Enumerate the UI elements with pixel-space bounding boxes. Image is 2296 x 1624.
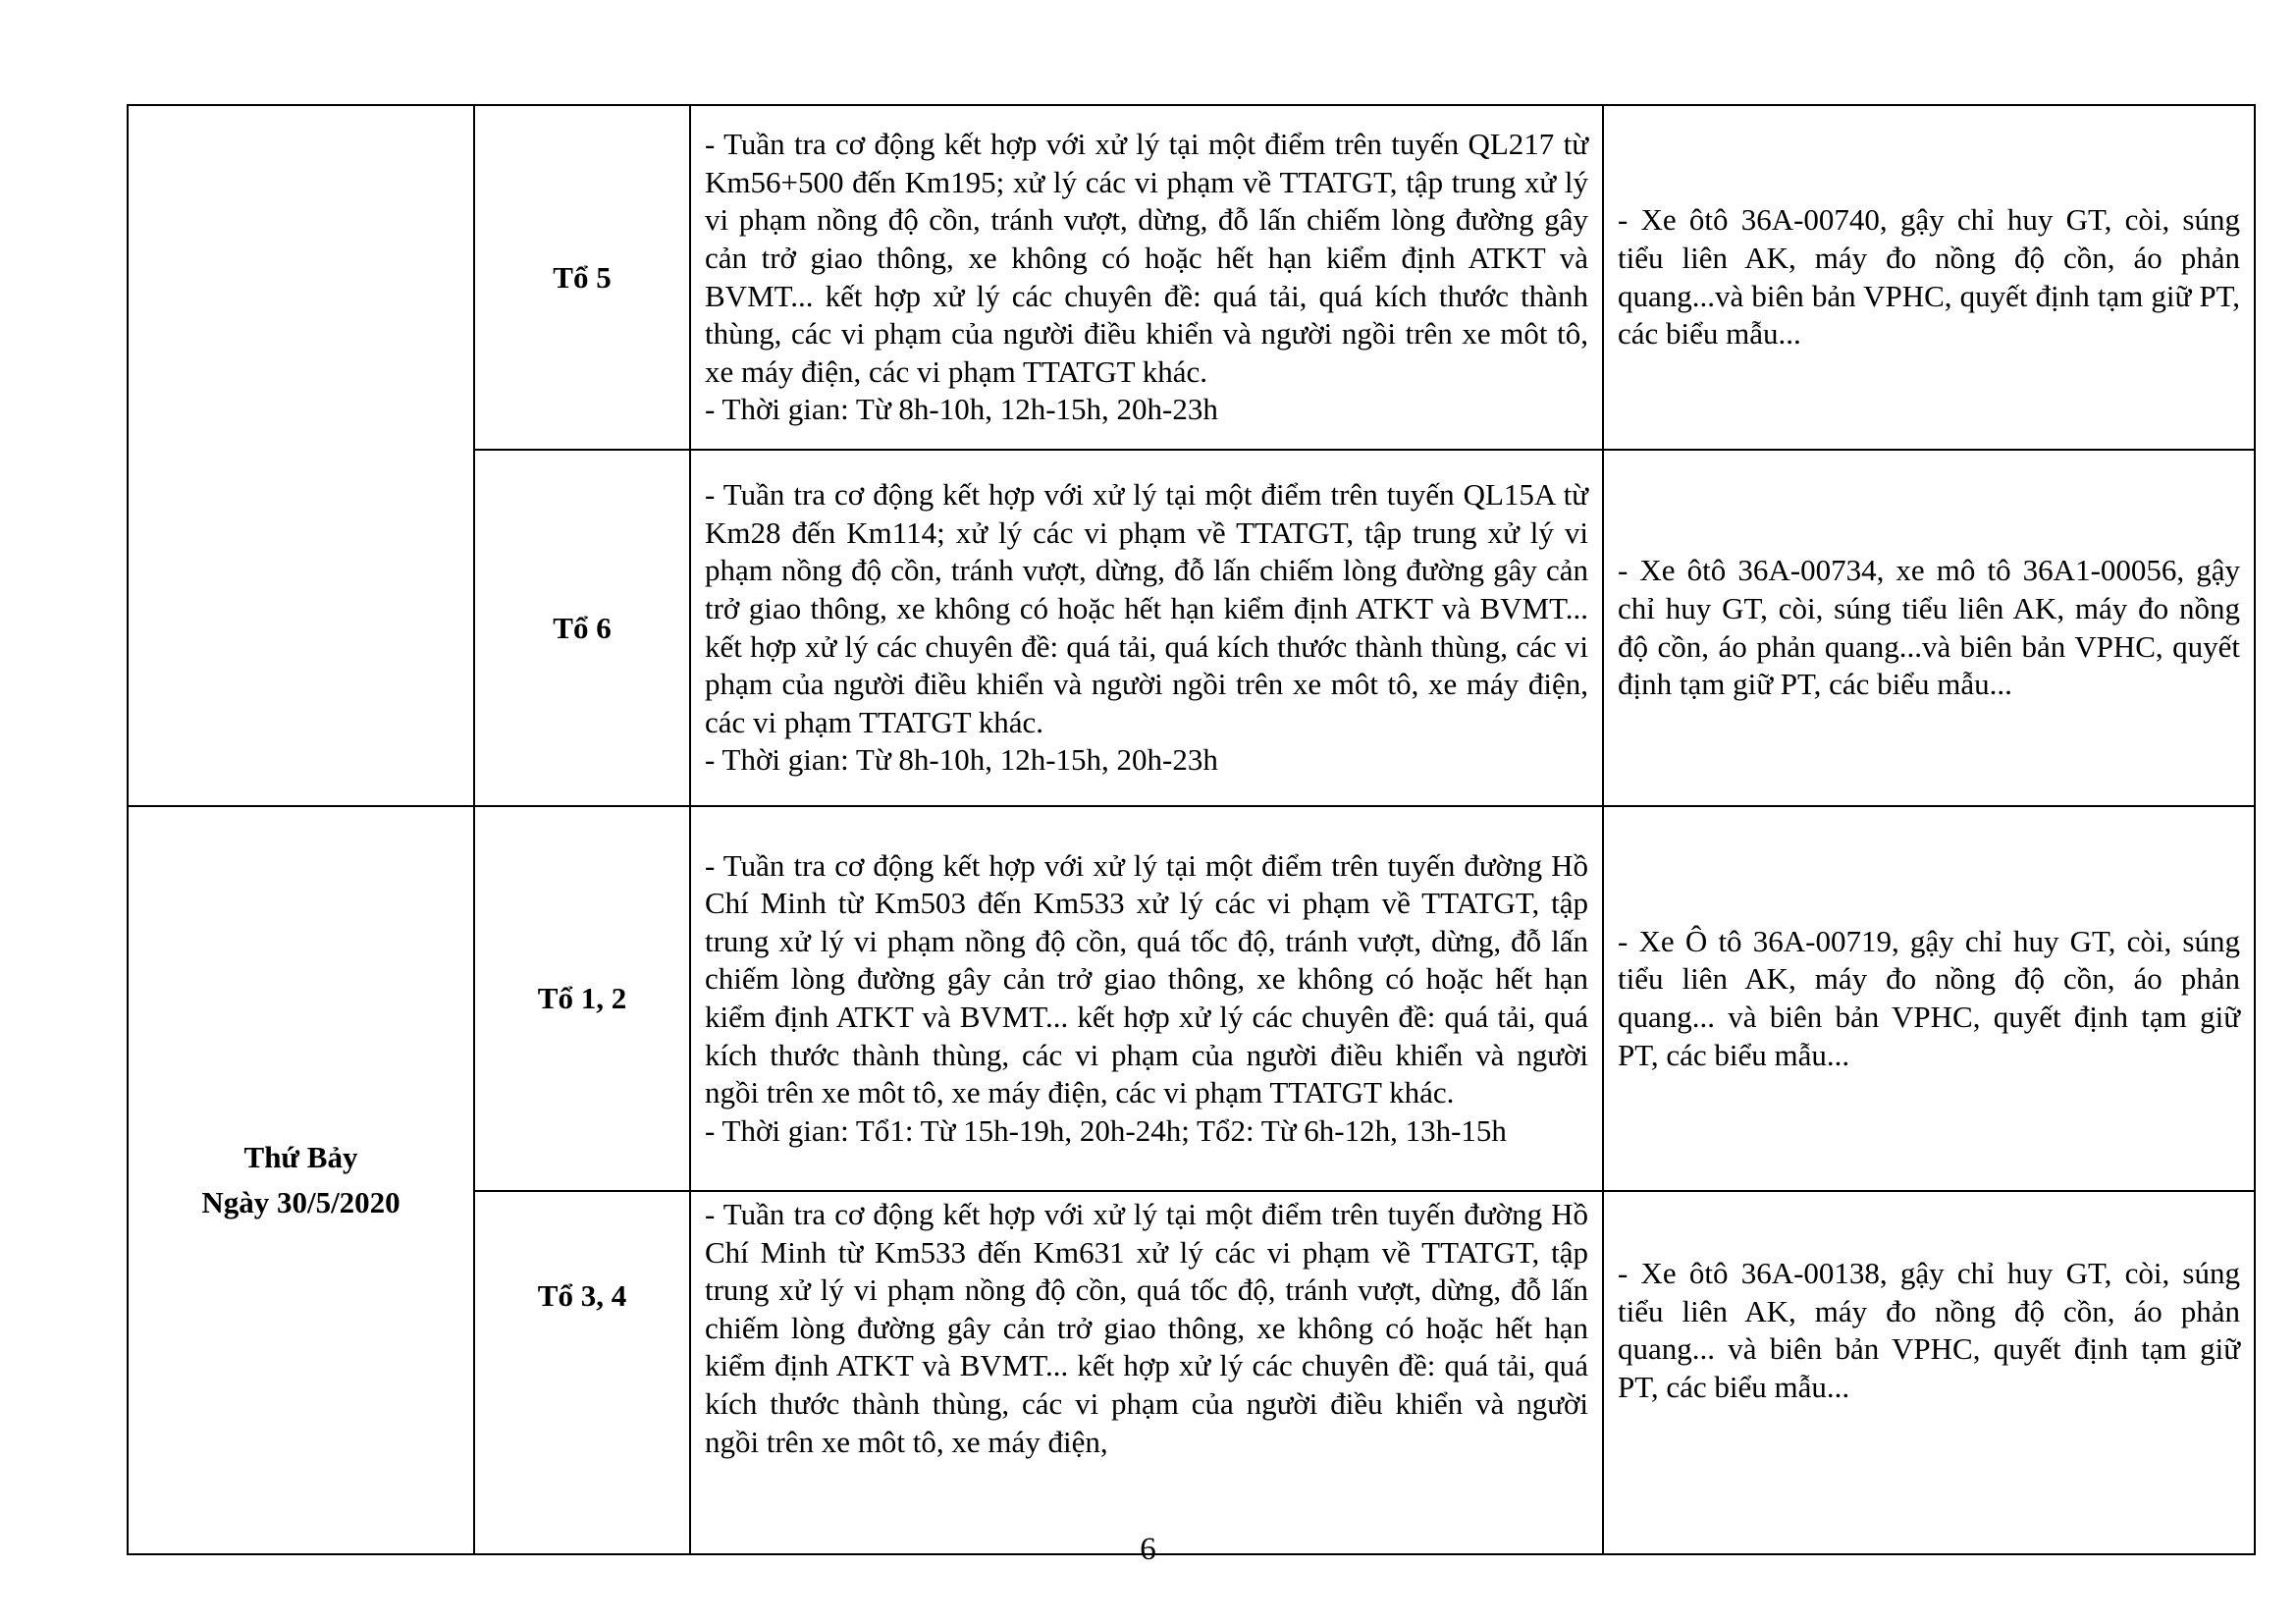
equipment-cell: - Xe Ô tô 36A-00719, gậy chỉ huy GT, còi, súng tiểu liên AK, máy đo nồng độ cồn, áo phản quang... và biên bản VPHC, quyết định tạm giữ PT, các biểu mẫu...	[1603, 806, 2255, 1191]
day-cell	[128, 105, 474, 806]
day-date: Ngày 30/5/2020	[201, 1185, 400, 1219]
table-row	[128, 105, 2255, 450]
day-name: Thứ Bảy	[243, 1140, 358, 1174]
equipment-cell: - Xe ôtô 36A-00734, xe mô tô 36A1-00056, gậy chỉ huy GT, còi, súng tiểu liên AK, máy đo nồng độ cồn, áo phản quang...và biên bản VPHC, quyết định tạm giữ PT, các biểu mẫu...	[1603, 450, 2255, 806]
task-time: - Thời gian: Từ 8h-10h, 12h-15h, 20h-23h	[705, 392, 1218, 427]
task-cell	[690, 105, 1603, 450]
task-cell	[690, 806, 1603, 1191]
task-time: - Thời gian: Tổ1: Từ 15h-19h, 20h-24h; Tổ2: Từ 6h-12h, 13h-15h	[705, 1112, 1507, 1148]
task-cell	[690, 1191, 1603, 1554]
day-cell	[128, 806, 474, 1554]
team-cell: Tổ 6	[474, 450, 690, 806]
task-description: - Tuần tra cơ động kết hợp với xử lý tại một điểm trên tuyến QL15A từ Km28 đến Km114; xử lý các vi phạm về TTATGT, tập trung xử lý vi phạm nồng độ cồn, tránh vượt, dừng, đỗ lấn chiếm lòng đường gây cản trở giao thông, xe không có hoặc hết hạn kiểm định ATKT và BVMT... kết hợp xử lý các chuyên đề: quá tải, quá kích thước thành thùng, các vi phạm của người điều khiển và người ngồi trên xe môt tô, xe máy điện, các vi phạm TTATGT khác.	[705, 477, 1588, 739]
task-description: - Tuần tra cơ động kết hợp với xử lý tại một điểm trên tuyến QL217 từ Km56+500 đến Km195; xử lý các vi phạm về TTATGT, tập trung xử lý vi phạm nồng độ cồn, tránh vượt, dừng, đỗ lấn chiếm lòng đường gây cản trở giao thông, xe không có hoặc hết hạn kiểm định ATKT và BVMT... kết hợp xử lý các chuyên đề: quá tải, quá kích thước thành thùng, các vi phạm của người điều khiển và người ngồi trên xe môt tô, xe máy điện, các vi phạm TTATGT khác.	[705, 127, 1588, 389]
team-cell: Tổ 3, 4	[474, 1191, 690, 1554]
task-cell	[690, 450, 1603, 806]
task-description: - Tuần tra cơ động kết hợp với xử lý tại một điểm trên tuyến đường Hồ Chí Minh từ Km533 đến Km631 xử lý các vi phạm về TTATGT, tập trung xử lý vi phạm nồng độ cồn, quá tốc độ, tránh vượt, dừng, đỗ lấn chiếm lòng đường gây cản trở giao thông, xe không có hoặc hết hạn kiểm định ATKT và BVMT... kết hợp xử lý các chuyên đề: quá tải, quá kích thước thành thùng, các vi phạm của người điều khiển và người ngồi trên xe môt tô, xe máy điện,	[705, 1197, 1588, 1459]
team-cell: Tổ 1, 2	[474, 806, 690, 1191]
equipment-cell: - Xe ôtô 36A-00138, gậy chỉ huy GT, còi, súng tiểu liên AK, máy đo nồng độ cồn, áo phản quang... và biên bản VPHC, quyết định tạm giữ PT, các biểu mẫu...	[1603, 1191, 2255, 1554]
task-description: - Tuần tra cơ động kết hợp với xử lý tại một điểm trên tuyến đường Hồ Chí Minh từ Km503 đến Km533 xử lý các vi phạm về TTATGT, tập trung xử lý vi phạm nồng độ cồn, quá tốc độ, tránh vượt, dừng, đỗ lấn chiếm lòng đường gây cản trở giao thông, xe không có hoặc hết hạn kiểm định ATKT và BVMT... kết hợp xử lý các chuyên đề: quá tải, quá kích thước thành thùng, các vi phạm của người điều khiển và người ngồi trên xe môt tô, xe máy điện, các vi phạm TTATGT khác.	[705, 847, 1588, 1110]
equipment-cell: - Xe ôtô 36A-00740, gậy chỉ huy GT, còi, súng tiểu liên AK, máy đo nồng độ cồn, áo phản quang...và biên bản VPHC, quyết định tạm giữ PT, các biểu mẫu...	[1603, 105, 2255, 450]
page-number: 6	[1140, 1532, 1156, 1567]
table-row	[128, 806, 2255, 1191]
team-cell: Tổ 5	[474, 105, 690, 450]
patrol-schedule-table	[127, 104, 2256, 1555]
task-time: - Thời gian: Từ 8h-10h, 12h-15h, 20h-23h	[705, 742, 1218, 778]
